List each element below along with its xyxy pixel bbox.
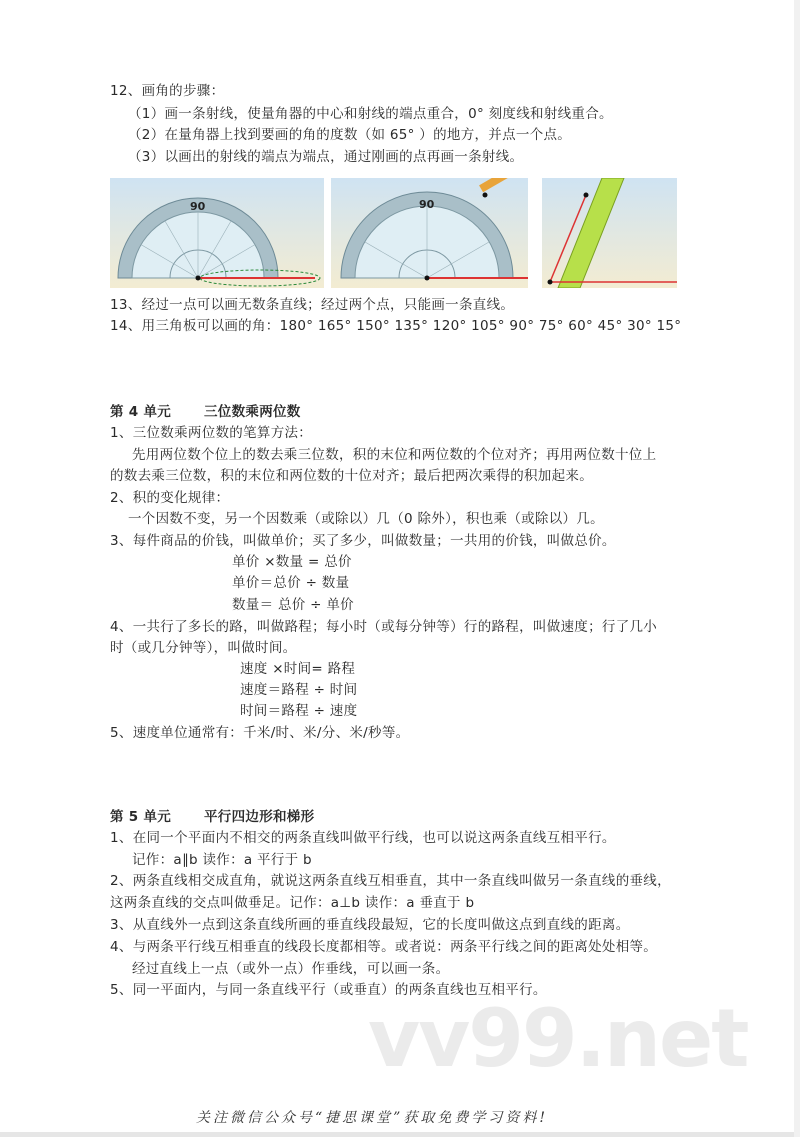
- unit5-title: 平行四边形和梯形: [204, 809, 315, 825]
- step-3: （3）以画出的射线的端点为端点，通过刚画的点再画一条射线。: [128, 149, 524, 165]
- unit4-item-1-body-2: 的数去乘三位数，积的末位和两位数的十位对齐；最后把两次乘得的积加起来。: [110, 468, 593, 484]
- item-12: 12、画角的步骤：: [110, 83, 225, 99]
- unit5-item-4-line-1: 4、与两条平行线互相垂直的线段长度都相等。或者说：两条平行线之间的距离处处相等。: [110, 939, 658, 955]
- unit4-item-5: 5、速度单位通常有：千米/时、米/分、米/秒等。: [110, 725, 410, 741]
- unit4-heading: [110, 403, 301, 421]
- protractor-figure-2: [331, 178, 528, 288]
- page-bottom-edge: [0, 1132, 800, 1137]
- unit4-item-1-body-1: 先用两位数个位上的数去乘三位数，积的末位和两位数的个位对齐；再用两位数十位上: [132, 447, 657, 463]
- page-right-edge: [794, 0, 800, 1137]
- watermark: vv99.net: [368, 992, 748, 1085]
- unit4-item-4-line-1: 4、一共行了多长的路，叫做路程；每小时（或每分钟等）行的路程，叫做速度；行了几小: [110, 619, 658, 635]
- item-14: 14、用三角板可以画的角：180° 165° 150° 135° 120° 105° 90° 75° 60° 45° 30° 15°: [110, 318, 682, 334]
- unit5-item-1: 1、在同一个平面内不相交的两条直线叫做平行线，也可以说这两条直线互相平行。: [110, 830, 616, 846]
- formula-3a: 单价 ×数量 = 总价: [232, 554, 352, 570]
- unit5-item-4-line-2: 经过直线上一点（或外一点）作垂线，可以画一条。: [132, 961, 450, 977]
- formula-3b: 单价＝总价 ÷ 数量: [232, 575, 350, 591]
- formula-3c: 数量＝ 总价 ÷ 单价: [232, 597, 354, 613]
- unit4-item-2: 2、积的变化规律：: [110, 490, 230, 506]
- footer-note: 关注微信公众号“捷思课堂”获取免费学习资料!: [196, 1110, 548, 1126]
- unit4-title: 三位数乘两位数: [204, 404, 301, 420]
- step-1: （1）画一条射线，使量角器的中心和射线的端点重合，0° 刻度线和射线重合。: [128, 106, 613, 122]
- unit5-item-2-line-1: 2、两条直线相交成直角，就说这两条直线互相垂直，其中一条直线叫做另一条直线的垂线，: [110, 873, 671, 889]
- unit5-item-5: 5、同一平面内，与同一条直线平行（或垂直）的两条直线也互相平行。: [110, 982, 547, 998]
- protractor-figure-1: [110, 178, 324, 288]
- unit5-number: 第 5 单元: [110, 809, 172, 825]
- figure-label-90: 90: [190, 200, 206, 213]
- step-2: （2）在量角器上找到要画的角的度数（如 65° ）的地方，并点一个点。: [128, 127, 572, 143]
- unit5-heading: [110, 808, 314, 826]
- svg-text:90: 90: [419, 198, 435, 211]
- ruler-figure: [542, 178, 677, 288]
- unit4-number: 第 4 单元: [110, 404, 172, 420]
- formula-4a: 速度 ×时间= 路程: [240, 661, 356, 677]
- unit5-item-3: 3、从直线外一点到这条直线所画的垂直线段最短，它的长度叫做这点到直线的距离。: [110, 917, 630, 933]
- unit5-item-1-note: 记作：a∥b 读作：a 平行于 b: [132, 852, 312, 868]
- unit4-item-1: 1、三位数乘两位数的笔算方法：: [110, 425, 313, 441]
- unit4-item-4-line-2: 时（或几分钟等），叫做时间。: [110, 640, 297, 656]
- unit4-item-3: 3、每件商品的价钱，叫做单价；买了多少，叫做数量；一共用的价钱，叫做总价。: [110, 533, 616, 549]
- unit5-item-2-line-2: 这两条直线的交点叫做垂足。记作：a⊥b 读作：a 垂直于 b: [110, 895, 475, 911]
- unit4-item-2-body: 一个因数不变，另一个因数乘（或除以）几（0 除外），积也乘（或除以）几。: [128, 511, 604, 527]
- formula-4c: 时间＝路程 ÷ 速度: [240, 703, 358, 719]
- formula-4b: 速度＝路程 ÷ 时间: [240, 682, 358, 698]
- item-13: 13、经过一点可以画无数条直线；经过两个点，只能画一条直线。: [110, 297, 515, 313]
